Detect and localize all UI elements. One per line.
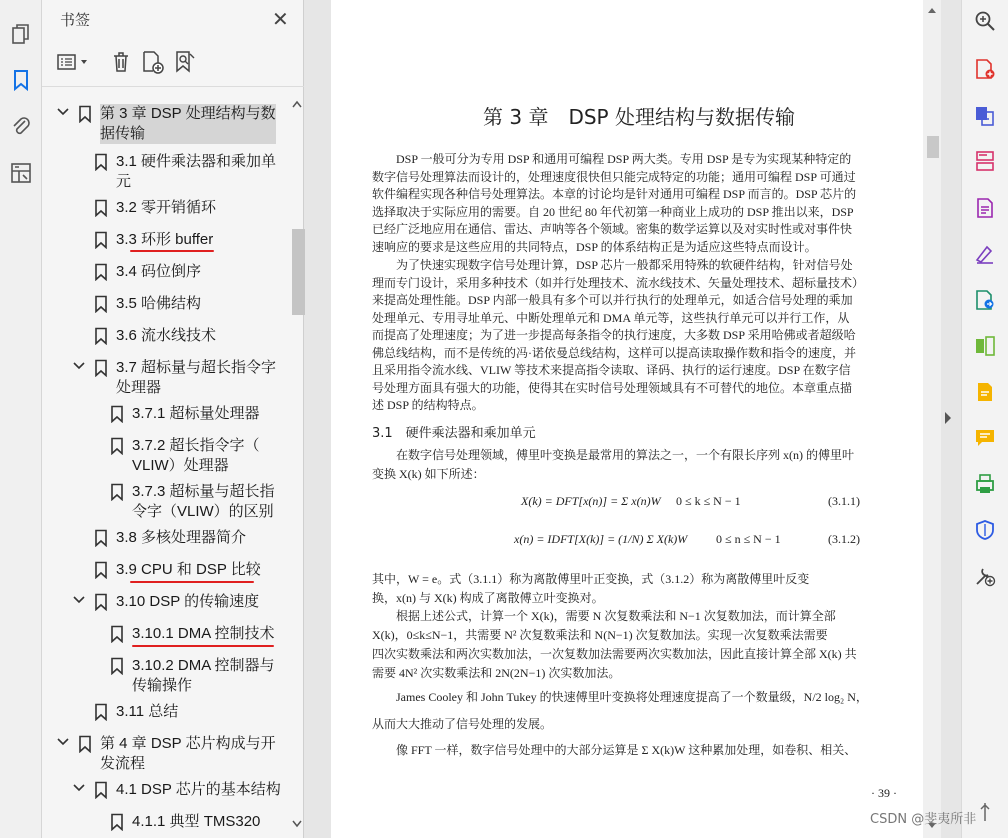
paragraph-line: 来提高处理性能。DSP 内部一般具有多个可以并行执行的处理单元，如适合信号处理的乘加 [372,293,853,307]
bookmark-label-line: 3.7.3 超标量与超长指 [132,483,275,500]
equation-3-1-1-condition: 0 ≤ k ≤ N − 1 [676,494,741,508]
bookmark-icon [94,263,108,281]
annotation-underline [130,250,214,252]
paragraph-line: James Cooley 和 John Tukey 的快速傅里叶变换将处理速度提高了一个数量级，N/2 log₂ N， [396,690,868,704]
edit-pdf-icon[interactable] [973,196,997,220]
bookmark-label-line: 4.1 DSP 芯片的基本结构 [116,781,281,798]
divider [42,86,304,87]
equation-3-1-1: X(k) = DFT[x(n)] = Σ x(n)W [521,494,661,508]
combine-files-icon[interactable] [973,104,997,128]
bookmarks-scrollbar[interactable] [289,98,303,838]
bookmark-label [100,104,276,144]
section-heading: 3.1 硬件乘法器和乘加单元 [372,426,536,441]
find-bookmark-icon[interactable] [172,49,198,75]
left-nav-rail [0,0,42,838]
bookmark-icon [94,199,108,217]
bookmark-icon [94,153,108,171]
compare-files-icon[interactable] [973,334,997,358]
watermark: CSDN @斐夷所非 [870,812,977,827]
chevron-down-icon[interactable] [72,594,86,606]
bookmark-label-line: 令字（VLIW）的区别 [132,503,274,520]
paragraph-line: 已经广泛地应用在通信、雷达、声呐等各个领域。密集的数学运算以及对实时性或对事件快 [372,222,853,236]
bookmark-icon [94,781,108,799]
options-menu-button[interactable] [54,49,92,75]
bookmark-icon [110,625,124,643]
pdf-page [331,0,925,838]
bookmark-icon [94,359,108,377]
bookmark-icon [110,657,124,675]
more-tools-icon[interactable] [973,564,997,588]
bookmark-icon [94,593,108,611]
bookmark-icon [78,735,92,753]
bookmark-label [132,436,260,476]
bookmark-icon [110,483,124,501]
paragraph-line: 处理单元、专用寻址单元、中断处理单元和 DMA 单元等，这些执行单元可以并行工作，从 [372,310,850,325]
bookmark-label-line: 3.7 超标量与超长指令字 [116,359,277,376]
bookmark-icon [94,561,108,579]
bookmark-label-line: 第 3 章 DSP 处理结构与数 [100,105,276,122]
paragraph-line: 理而专门设计，采用多种技术（如并行处理技术、流水线技术、矢量处理技术、超标量技术） [372,275,865,290]
tools-rail [961,0,1008,838]
chevron-down-icon[interactable] [56,106,70,118]
panel-title: 书签 [60,11,91,29]
paragraph-line: 需要 4N² 次实数乘法和 2N(2N−1) 次实数加法。 [372,666,621,680]
bookmark-label [116,262,201,282]
equation-3-1-1-number: (3.1.1) [828,494,860,508]
bookmark-label-line: 元 [116,173,132,190]
paragraph-line: 数字信号处理算法而设计的，处理速度很快但只能完成特定的功能；通用可编程 DSP 可通过 [372,169,856,184]
layers-icon[interactable] [9,161,33,185]
document-view[interactable] [305,0,941,838]
bookmark-label-line: 4.1.1 典型 TMS320 [132,813,261,830]
annotation-underline [130,581,254,583]
document-scrollbar[interactable] [923,0,941,838]
bookmark-icon [94,295,108,313]
page-number: · 39 · [871,786,897,800]
delete-bookmark-icon[interactable] [108,49,134,75]
attachment-icon[interactable] [9,114,33,138]
bookmark-icon [94,703,108,721]
print-production-icon[interactable] [973,472,997,496]
paragraph-line: 从而大大推动了信号处理的发展。 [372,717,553,731]
bookmark-label-line: 3.1 硬件乘法器和乘加单 [116,153,277,170]
bookmark-icon [78,105,92,123]
paragraph-line: 号处理方面具有强大的功能，使得其在实时信号处理领域具有不可替代的地位。本章重点描 [372,380,853,395]
bookmark-label-line: 发流程 [100,755,146,772]
bookmark-icon [94,529,108,547]
bookmark-label [116,592,259,612]
bookmark-label-line: 3.10.2 DMA 控制器与 [132,657,275,674]
bookmark-label-line: 3.11 总结 [116,703,179,720]
paragraph-line: 在数字信号处理领域，傅里叶变换是最常用的算法之一，一个有限长序列 x(n) 的傅里叶 [396,448,854,462]
zoom-search-icon[interactable] [973,9,997,33]
bookmark-icon [94,231,108,249]
bookmark-label [132,404,260,424]
bookmark-label [116,780,281,800]
paragraph-line: 佛总线结构，而不是传统的冯·诺依曼总线结构，这样可以提高读取操作数和指令的速度，并 [372,345,856,360]
bookmarks-toolbar [54,48,204,76]
paragraph-line: 像 FFT 一样，数字信号处理中的大部分运算是 Σ X(k)W 这种累加处理，如卷积、相关、 [396,743,857,757]
bookmark-label-line: 3.10 DSP 的传输速度 [116,593,260,610]
close-panel-button[interactable]: ✕ [272,7,289,31]
comment-icon[interactable] [973,426,997,450]
bookmark-label-line: 3.9 CPU 和 DSP 比较 [116,561,261,578]
scrollbar-thumb[interactable] [292,229,305,315]
bookmark-label [116,702,178,722]
bookmark-label-line: 3.5 哈佛结构 [116,295,202,312]
bookmark-label [132,656,275,696]
bookmark-label-line: 第 4 章 DSP 芯片构成与开 [100,735,276,752]
bookmark-label-line: 3.7.1 超标量处理器 [132,405,260,422]
paragraph-line: 其中，W = e。式（3.1.1）称为离散傅里叶正变换，式（3.1.2）称为离散傅里叶反变 [372,572,810,586]
bookmark-icon [94,327,108,345]
bookmark-label-line: 传输操作 [132,677,193,694]
protect-icon[interactable] [973,518,997,542]
chevron-down-icon[interactable] [72,782,86,794]
bookmarks-panel [42,0,304,838]
equation-3-1-2: x(n) = IDFT[X(k)] = (1/N) Σ X(k)W [514,532,688,546]
paragraph-line: 四次实数乘法和两次实数加法，一次复数加法需要两次实数加法，因此直接计算全部 X(k) 共 [372,647,857,661]
paragraph-line: 为了快速实现数字信号处理计算，DSP 芯片一般都采用特殊的软硬件结构，针对信号处 [396,258,853,272]
equation-3-1-2-condition: 0 ≤ n ≤ N − 1 [716,532,781,546]
bookmark-label [132,482,275,522]
bookmark-label [116,528,246,548]
chevron-down-icon[interactable] [72,360,86,372]
bookmark-label-line: 3.4 码位倒序 [116,263,202,280]
bookmark-tree [42,98,287,838]
panel-resize-icon[interactable] [973,800,997,824]
bookmark-nav-icon[interactable] [9,68,33,92]
paragraph-line: 根据上述公式，计算一个 X(k)，需要 N 次复数乘法和 N−1 次复数加法，而计算全部 [396,609,836,623]
equation-3-1-2-number: (3.1.2) [828,532,860,546]
paragraph-line: 选择取决于实际应用的需要。自 20 世纪 80 年代初第一种商业上成功的 DSP 推出以来，DSP [372,204,854,219]
bookmark-icon [110,813,124,831]
bookmark-label-line: 3.8 多核处理器简介 [116,529,247,546]
new-bookmark-icon[interactable] [140,49,166,75]
bookmark-label [116,230,213,250]
bookmark-label-line: 处理器 [116,379,162,396]
bookmark-label [132,624,275,644]
paragraph-line: DSP 一般可分为专用 DSP 和通用可编程 DSP 两大类。专用 DSP 是专为实现某种特定的 [396,152,852,166]
bookmark-label-line: 据传输 [100,125,146,142]
bookmark-label-line: VLIW）处理器 [132,457,229,474]
bookmark-label [116,294,201,314]
bookmark-label-line: 3.3 环形 buffer [116,231,214,248]
bookmark-label-line: 3.7.2 超长指令字（ [132,437,260,454]
comment-file-icon[interactable] [973,380,997,404]
organize-pages-icon[interactable] [973,149,997,173]
fill-sign-icon[interactable] [973,242,997,266]
paragraph-line: 换，x(n) 与 X(k) 构成了离散傅立叶变换对。 [372,591,604,605]
chapter-title: 第 3 章 DSP 处理结构与数据传输 [483,105,795,129]
pages-icon[interactable] [9,22,33,46]
paragraph-line: 变换 X(k) 如下所述： [372,466,485,481]
bookmark-label [116,326,216,346]
collapse-right-panel-icon[interactable] [944,411,952,425]
bookmark-icon [110,437,124,455]
bookmark-label [116,560,261,580]
annotation-underline [132,645,274,647]
send-for-review-icon[interactable] [973,288,997,312]
bookmark-label [116,358,276,398]
paragraph-line: 而提高了处理速度；为了进一步提高每条指令的执行速度，大多数 DSP 采用哈佛或者超级哈 [372,328,856,342]
paragraph-line: 软件编程实现各种信号处理算法。本章的讨论均是针对通用可编程 DSP 而言的。DSP 芯片的 [372,187,857,201]
paragraph-line: X(k)，0≤k≤N−1，共需要 N² 次复数乘法和 N(N−1) 次复数加法。实现一次复数乘法需要 [372,628,828,642]
paragraph-line: 速响应的要求是这些应用的共同特点，DSP 的体系结构正是为适应这些特点而设计。 [372,239,817,254]
bookmark-label [116,198,216,218]
paragraph-line: 且采用指令流水线、VLIW 等技术来提高指令读取、译码、执行的运行速度。DSP 在数字信 [372,363,851,377]
bookmark-icon [110,405,124,423]
bookmark-label [132,812,260,832]
document-scrollbar-thumb[interactable] [927,136,939,158]
bookmark-label [100,734,276,774]
bookmark-label [116,152,276,192]
bookmark-label-line: 3.6 流水线技术 [116,327,217,344]
bookmark-label-line: 3.10.1 DMA 控制技术 [132,625,275,642]
export-pdf-icon[interactable] [973,57,997,81]
chevron-down-icon[interactable] [56,736,70,748]
paragraph-line: 述 DSP 的结构特点。 [372,398,484,412]
bookmark-label-line: 3.2 零开销循环 [116,199,217,216]
